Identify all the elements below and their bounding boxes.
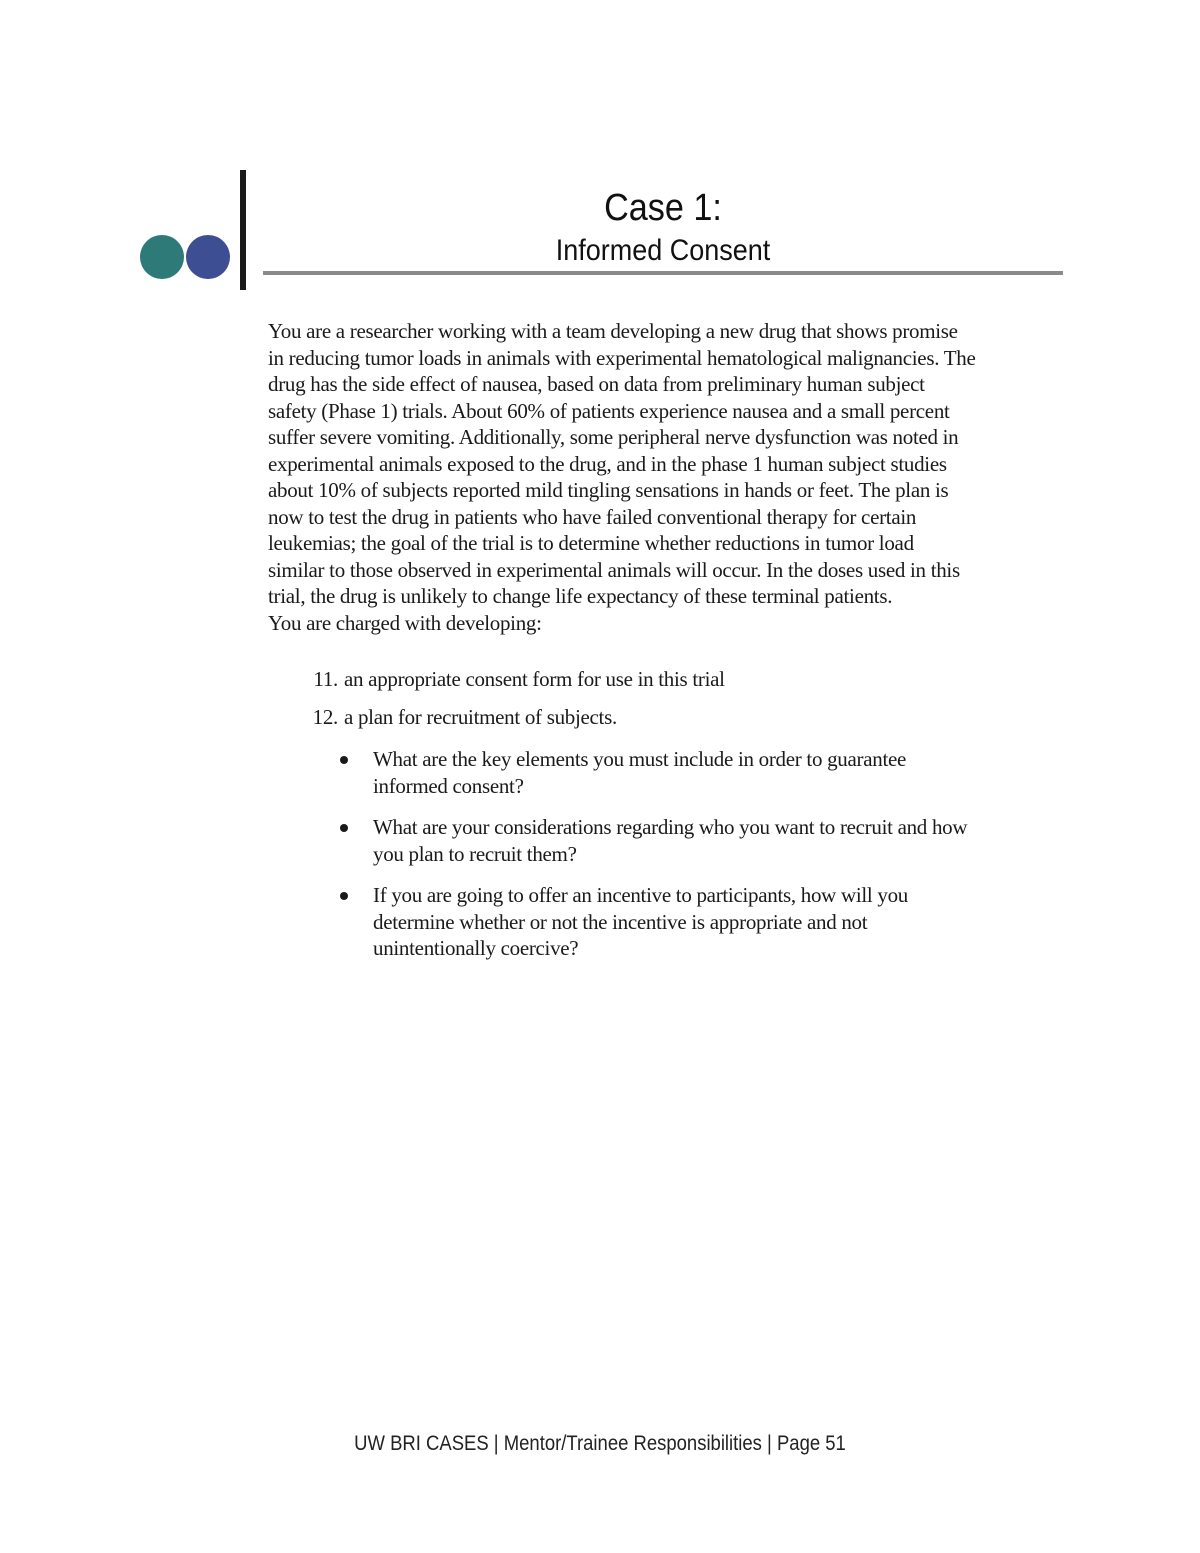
- description-line: You are charged with developing:: [268, 610, 542, 635]
- description-line: about 10% of subjects reported mild tingling sensations in hands or feet. The plan is: [268, 478, 949, 502]
- description-line: suffer severe vomiting. Additionally, some peripheral nerve dysfunction was noted in: [268, 425, 959, 449]
- description-line: You are a researcher working with a team developing a new drug that shows promise: [268, 319, 958, 343]
- description-line: safety (Phase 1) trials. About 60% of patients experience nausea and a small percent: [268, 398, 950, 423]
- bullet-text-line: informed consent?: [373, 773, 524, 798]
- bullet-text-line: you plan to recruit them?: [373, 841, 577, 866]
- bullet-text-line: What are the key elements you must include in order to guarantee: [373, 747, 907, 771]
- page-footer: UW BRI CASES | Mentor/Trainee Responsibilities | Page 51: [354, 1432, 846, 1455]
- bullet-icon: [340, 756, 348, 764]
- bullet-text-line: If you are going to offer an incentive to participants, how will you: [373, 883, 908, 907]
- bullet-item: [337, 814, 1067, 867]
- item-text: an appropriate consent form for use in this trial: [344, 667, 725, 691]
- bullet-text-line: unintentionally coercive?: [373, 936, 579, 960]
- description-line: leukemias; the goal of the trial is to determine whether reductions in tumor load: [268, 531, 914, 555]
- description-line: in reducing tumor loads in animals with experimental hematological malignancies. The: [268, 345, 976, 370]
- bullet-icon: [340, 824, 348, 832]
- teal-circle-decoration: [140, 235, 184, 279]
- numbered-item: [268, 704, 1068, 731]
- case-title: Case 1:: [604, 187, 722, 229]
- description-line: similar to those observed in experimental animals will occur. In the doses used in this: [268, 557, 960, 582]
- bullet-text-line: What are your considerations regarding who you want to recruit and how: [373, 815, 968, 839]
- vertical-divider: [240, 170, 246, 290]
- title-underline: [263, 271, 1063, 275]
- numbered-item: [268, 666, 1068, 693]
- case-description: [268, 318, 1068, 636]
- description-line: trial, the drug is unlikely to change life expectancy of these terminal patients.: [268, 584, 893, 608]
- item-text: a plan for recruitment of subjects.: [344, 705, 617, 729]
- description-line: now to test the drug in patients who have failed conventional therapy for certain: [268, 504, 917, 529]
- case-subtitle: Informed Consent: [555, 234, 771, 267]
- description-line: experimental animals exposed to the drug, and in the phase 1 human subject studies: [268, 451, 947, 476]
- bullet-text-line: determine whether or not the incentive is appropriate and not: [373, 909, 868, 934]
- bullet-icon: [340, 892, 348, 900]
- blue-circle-decoration: [186, 235, 230, 279]
- item-number: 11.: [313, 667, 338, 691]
- item-number: 12.: [312, 705, 338, 729]
- bullet-item: [337, 746, 1067, 799]
- bullet-item: [337, 882, 1067, 962]
- description-line: drug has the side effect of nausea, based on data from preliminary human subject: [268, 372, 925, 396]
